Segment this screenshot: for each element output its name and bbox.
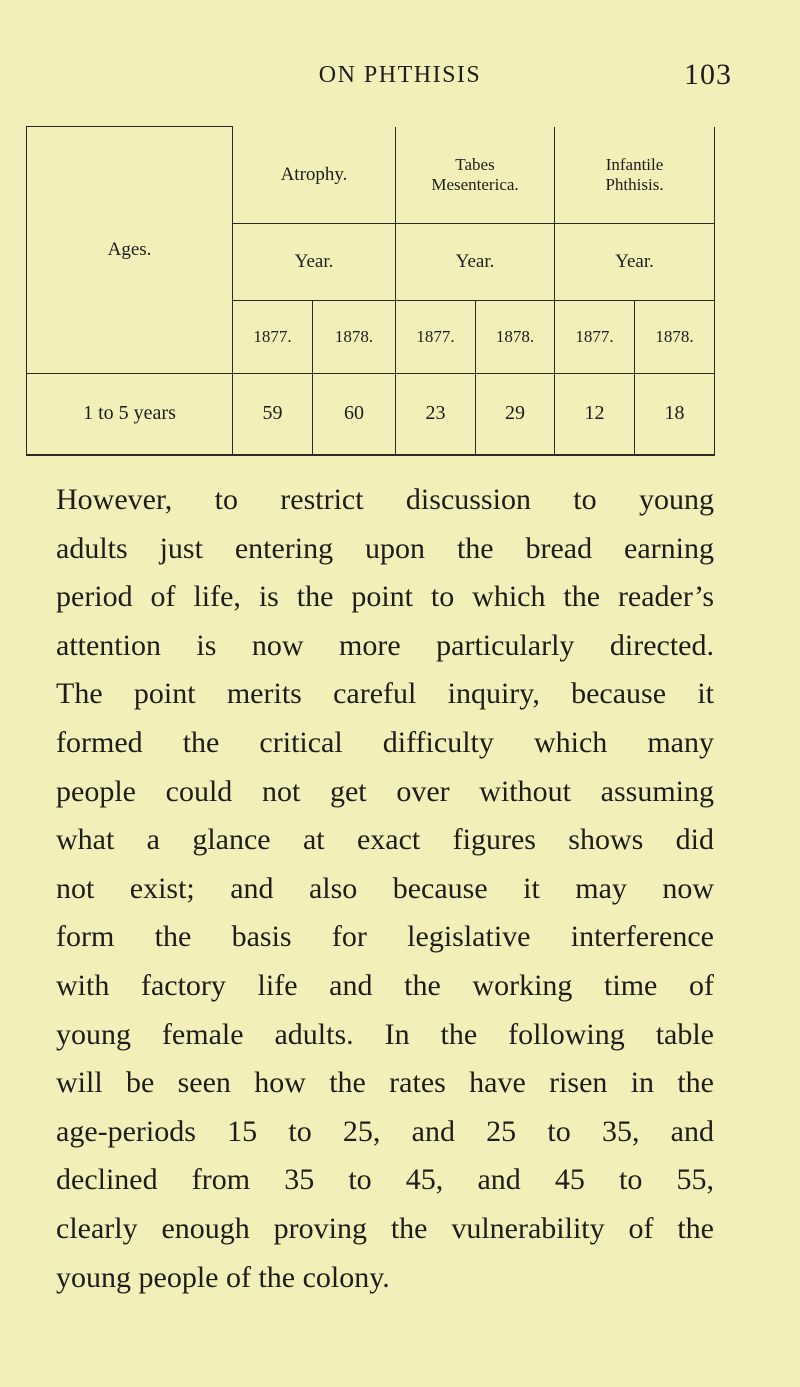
mortality-table (26, 126, 714, 452)
ages-header: Ages. (27, 127, 233, 374)
column-header-tabes (396, 127, 555, 224)
text-line: with factory life and the working time of (56, 968, 714, 1002)
value-cell: 12 (555, 373, 635, 455)
column-header-line: Tabes (455, 154, 495, 174)
text-line: However, to restrict discussion to young (56, 483, 714, 516)
column-header-atrophy (233, 127, 396, 224)
value-cell: 23 (396, 373, 476, 455)
page-number: 103 (684, 58, 732, 91)
year-label: Year. (555, 223, 715, 300)
text-line: formed the critical difficulty which many (56, 725, 714, 759)
column-header-infantile (555, 127, 715, 224)
table-row (27, 373, 715, 455)
value-cell: 60 (313, 373, 396, 455)
column-header-line: Infantile (605, 154, 664, 174)
text-line: age-periods 15 to 25, and 25 to 35, and (56, 1114, 714, 1148)
year-cell: 1877. (396, 300, 476, 373)
text-line: people could not get over without assuming (56, 774, 714, 808)
text-line: declined from 35 to 45, and 45 to 55, (56, 1163, 714, 1197)
year-cell: 1878. (635, 300, 715, 373)
year-cell: 1877. (233, 300, 313, 373)
text-line: what a glance at exact figures shows did (56, 823, 714, 857)
text-line: The point merits careful inquiry, because it (56, 677, 714, 711)
year-cell: 1877. (555, 300, 635, 373)
column-header-line: Atrophy. (280, 163, 348, 185)
column-header-line: Mesenterica. (431, 174, 519, 194)
text-line: not exist; and also because it may now (56, 871, 714, 905)
text-line: adults just entering upon the bread earning (56, 531, 714, 565)
year-cell: 1878. (476, 300, 555, 373)
data-table (26, 126, 715, 456)
text-line: young female adults. In the following table (56, 1017, 714, 1051)
page-header (0, 58, 800, 102)
value-cell: 29 (476, 373, 555, 455)
text-line: period of life, is the point to which the reader’s (56, 580, 714, 614)
column-header-line: Phthisis. (605, 174, 664, 194)
text-line: form the basis for legislative interference (56, 920, 714, 954)
year-label: Year. (233, 223, 396, 300)
text-line: clearly enough proving the vulnerability of the (56, 1211, 714, 1245)
text-line: will be seen how the rates have risen in the (56, 1066, 714, 1100)
text-line: attention is now more particularly directed. (56, 628, 714, 662)
year-cell: 1878. (313, 300, 396, 373)
age-cell: 1 to 5 years (27, 373, 233, 455)
running-head: ON PHTHISIS (318, 62, 482, 88)
text-line: young people of the colony. (56, 1260, 390, 1294)
value-cell: 18 (635, 373, 715, 455)
value-cell: 59 (233, 373, 313, 455)
year-label: Year. (396, 223, 555, 300)
body-paragraph (56, 476, 714, 1302)
